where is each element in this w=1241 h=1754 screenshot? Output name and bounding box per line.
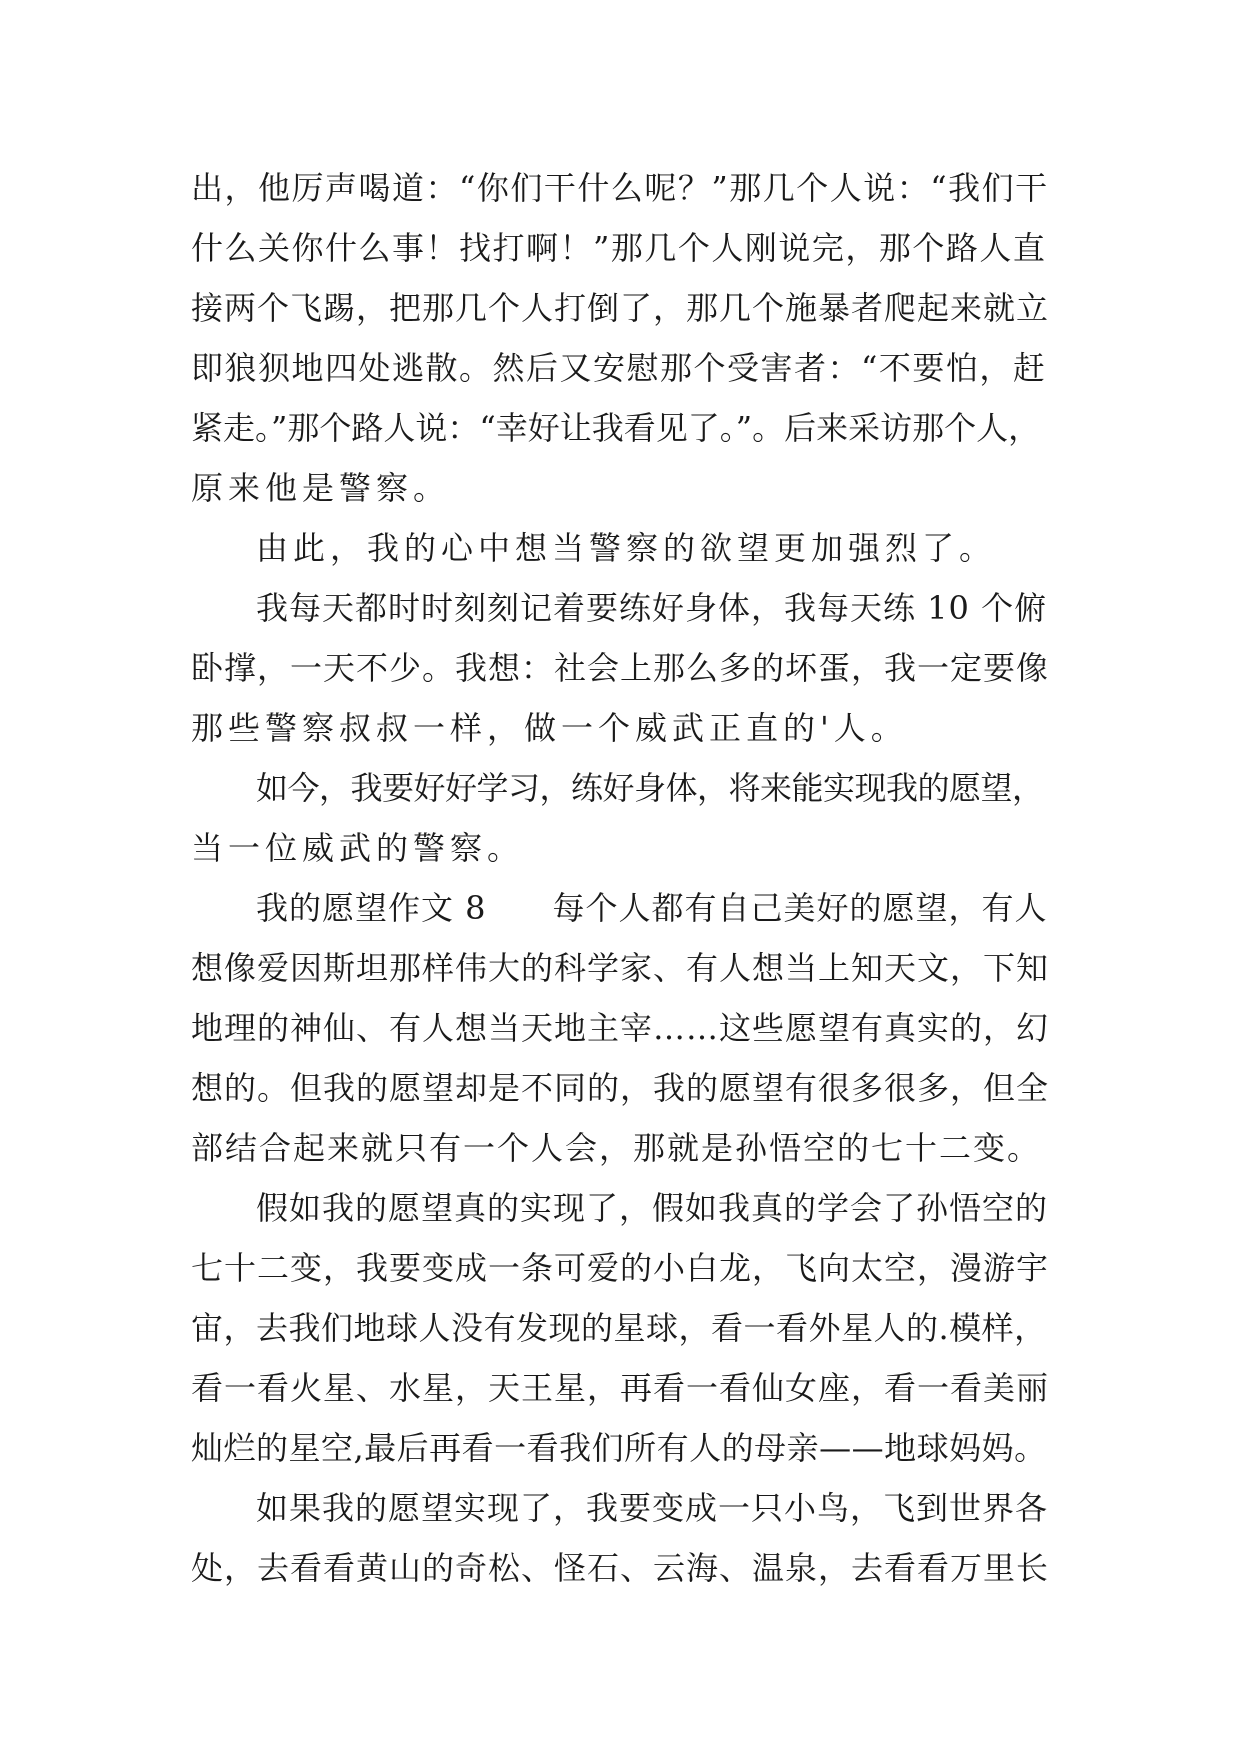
paragraph-first-line: 由此，我的心中想当警察的欲望更加强烈了。 [256,529,997,567]
text-line: 原来他是警察。 [191,469,451,507]
document-body [191,158,1051,1598]
text-line: 卧撑，一天不少。我想：社会上那么多的坏蛋，我一定要像 [191,649,1050,687]
paragraph-first-line: 如果我的愿望实现了，我要变成一只小鸟，飞到世界各 [256,1489,1049,1527]
text-line: 想的。但我的愿望却是不同的，我的愿望有很多很多，但全 [191,1069,1050,1107]
paragraph-first-line: 假如我的愿望真的实现了，假如我真的学会了孙悟空的 [256,1189,1049,1227]
text-line: 看一看火星、水星，天王星，再看一看仙女座，看一看美丽 [191,1369,1050,1407]
paragraph-first-line: 我每天都时时刻刻记着要练好身体，我每天练 10 个俯 [256,589,1048,627]
text-line: 处，去看看黄山的奇松、怪石、云海、温泉，去看看万里长 [191,1549,1050,1587]
text-line: 当一位威武的警察。 [191,829,525,867]
text-line: 宙，去我们地球人没有发现的星球，看一看外星人的.模样， [191,1309,1047,1347]
text-line: 出，他厉声喝道：“你们干什么呢？”那几个人说：“我们干 [191,169,1049,207]
text-line: 部结合起来就只有一个人会，那就是孙悟空的七十二变。 [191,1129,1042,1167]
text-line: 紧走。”那个路人说：“幸好让我看见了。”。后来采访那个人， [191,409,1041,447]
essay-heading-line: 我的愿望作文 8 每个人都有自己美好的愿望，有人 [256,889,1048,927]
text-line: 即狼狈地四处逃散。然后又安慰那个受害者：“不要怕，赶 [191,349,1047,387]
text-line: 那些警察叔叔一样，做一个威武正直的'人。 [191,709,908,747]
text-line: 接两个飞踢，把那几个人打倒了，那几个施暴者爬起来就立 [191,289,1050,327]
paragraph-first-line: 如今，我要好好学习，练好身体，将来能实现我的愿望， [256,769,1044,807]
text-line: 想像爱因斯坦那样伟大的科学家、有人想当上知天文，下知 [191,949,1050,987]
text-line: 灿烂的星空,最后再看一看我们所有人的母亲——地球妈妈。 [191,1429,1047,1467]
text-line: 七十二变，我要变成一条可爱的小白龙，飞向太空，漫游宇 [191,1249,1050,1287]
text-line: 什么关你什么事！找打啊！”那几个人刚说完，那个路人直 [191,229,1047,267]
text-line: 地理的神仙、有人想当天地主宰……这些愿望有真实的，幻 [191,1009,1050,1047]
